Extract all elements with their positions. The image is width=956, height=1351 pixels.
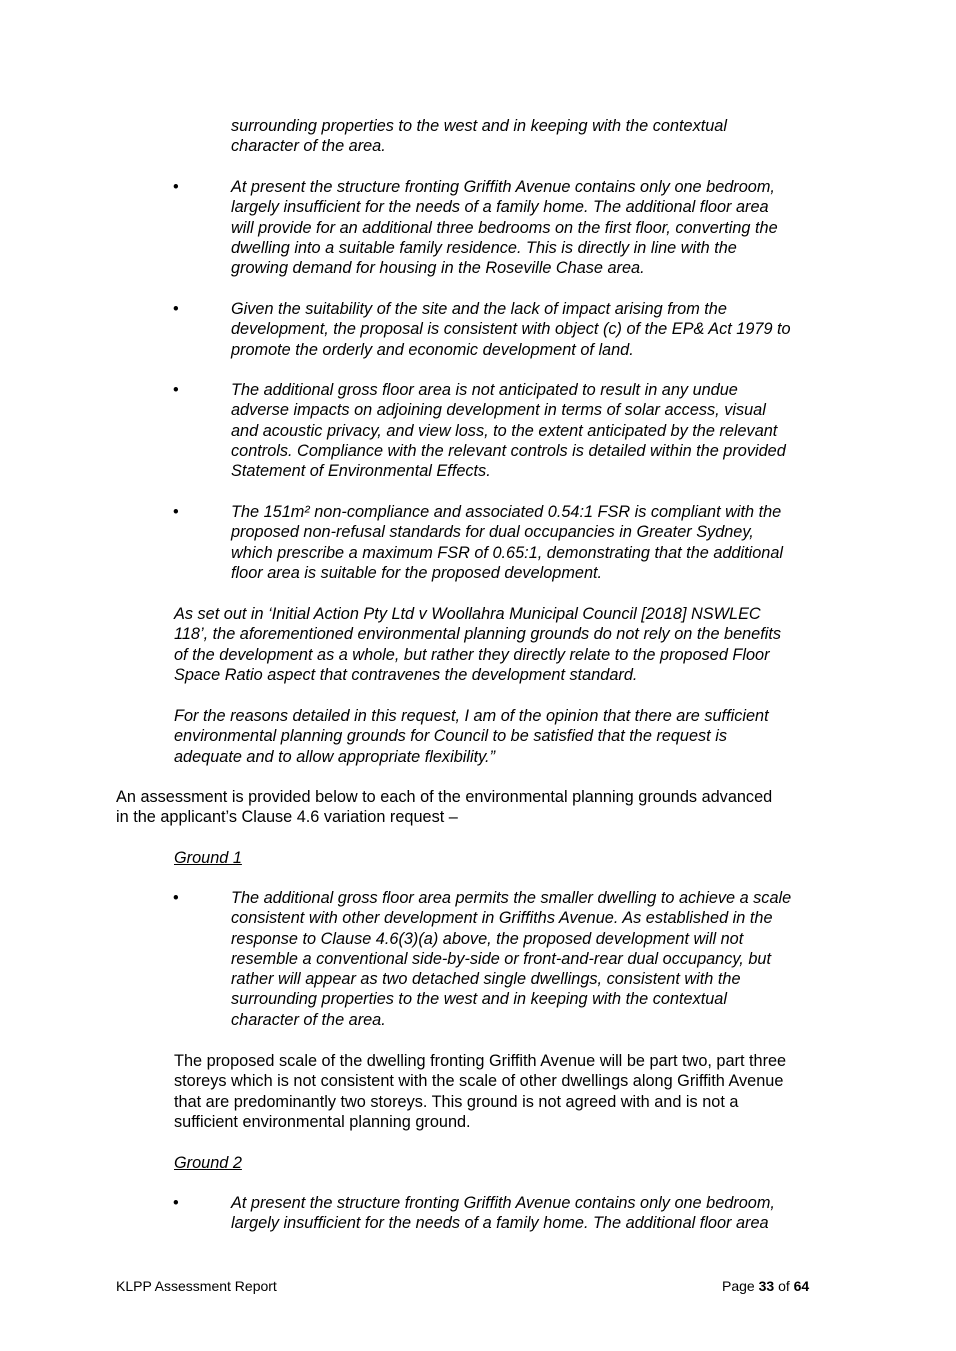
assessment-intro: An assessment is provided below to each of the environmental planning grounds advanced in the applicant’s Clause 4.6 variation request –: [116, 788, 773, 827]
bullet-marker: •: [173, 178, 179, 196]
bullet-marker: •: [173, 1194, 179, 1212]
ground-1-bullet: The additional gross floor area permits the smaller dwelling to achieve a scale consistent with other development in Griffiths Avenue. As established in the response to Clause 4.6(3)(a) above, the proposed development will not resemble a conventional side-by-side or front-and-rear dual occupancy, but rather will appear as two detached single dwellings, consistent with the surrounding properties to the west and in keeping with the contextual character of the area.: [231, 889, 792, 1029]
footer-page-number: Page 33 of 64: [722, 1278, 810, 1294]
bullet-marker: •: [173, 300, 179, 318]
quote-paragraph-1: As set out in ‘Initial Action Pty Ltd v Woollahra Municipal Council [2018] NSWLEC 118’, the aforementioned environmental planning grounds do not rely on the benefits of the development as a whole, but rather they directly relate to the proposed Floor Space Ratio aspect that contravenes the development standard.: [174, 605, 782, 684]
quote-continuation: surrounding properties to the west and in keeping with the contextual character of the area.: [231, 117, 727, 156]
bullet-marker: •: [173, 889, 179, 907]
current-page: 33: [758, 1278, 775, 1294]
ground-2-bullet: At present the structure fronting Griffith Avenue contains only one bedroom, largely insufficient for the needs of a family home. The additional floor area: [231, 1194, 775, 1233]
ground-2-heading: Ground 2: [174, 1154, 242, 1172]
bullet-marker: •: [173, 381, 179, 399]
total-pages: 64: [793, 1278, 810, 1294]
quote-bullet-1: At present the structure fronting Griffith Avenue contains only one bedroom, largely insufficient for the needs of a family home. The additional floor area will provide for an additional three bedrooms on the first floor, converting the dwelling into a suitable family residence. This is directly in line with the growing demand for housing in the Roseville Chase area.: [231, 178, 778, 278]
quote-bullet-4: The 151m² non-compliance and associated 0.54:1 FSR is compliant with the proposed non-refusal standards for dual occupancies in Greater Sydney, which prescribe a maximum FSR of 0.65:1, demonstrating that the additional floor area is suitable for the proposed development.: [231, 503, 784, 582]
footer-report-title: KLPP Assessment Report: [116, 1278, 277, 1294]
ground-1-response: The proposed scale of the dwelling fronting Griffith Avenue will be part two, part three storeys which is not consistent with the scale of other dwellings along Griffith Avenue that are predominantly two storeys. This ground is not agreed with and is not a sufficient environmental planning ground.: [174, 1052, 787, 1131]
quote-bullet-2: Given the suitability of the site and the lack of impact arising from the development, the proposal is consistent with object (c) of the EP& Act 1979 to promote the orderly and economic development of land.: [231, 300, 791, 359]
quote-bullet-3: The additional gross floor area is not anticipated to result in any undue adverse impacts on adjoining development in terms of solar access, visual and acoustic privacy, and view loss, to the extent anticipated by the relevant controls. Compliance with the relevant controls is detailed within the provided Statement of Environmental Effects.: [231, 381, 786, 481]
quote-paragraph-2: For the reasons detailed in this request, I am of the opinion that there are sufficient environmental planning grounds for Council to be satisfied that the request is adequate and to allow appropriate flexibility.”: [174, 707, 769, 766]
ground-1-heading: Ground 1: [174, 849, 242, 867]
bullet-marker: •: [173, 503, 179, 521]
